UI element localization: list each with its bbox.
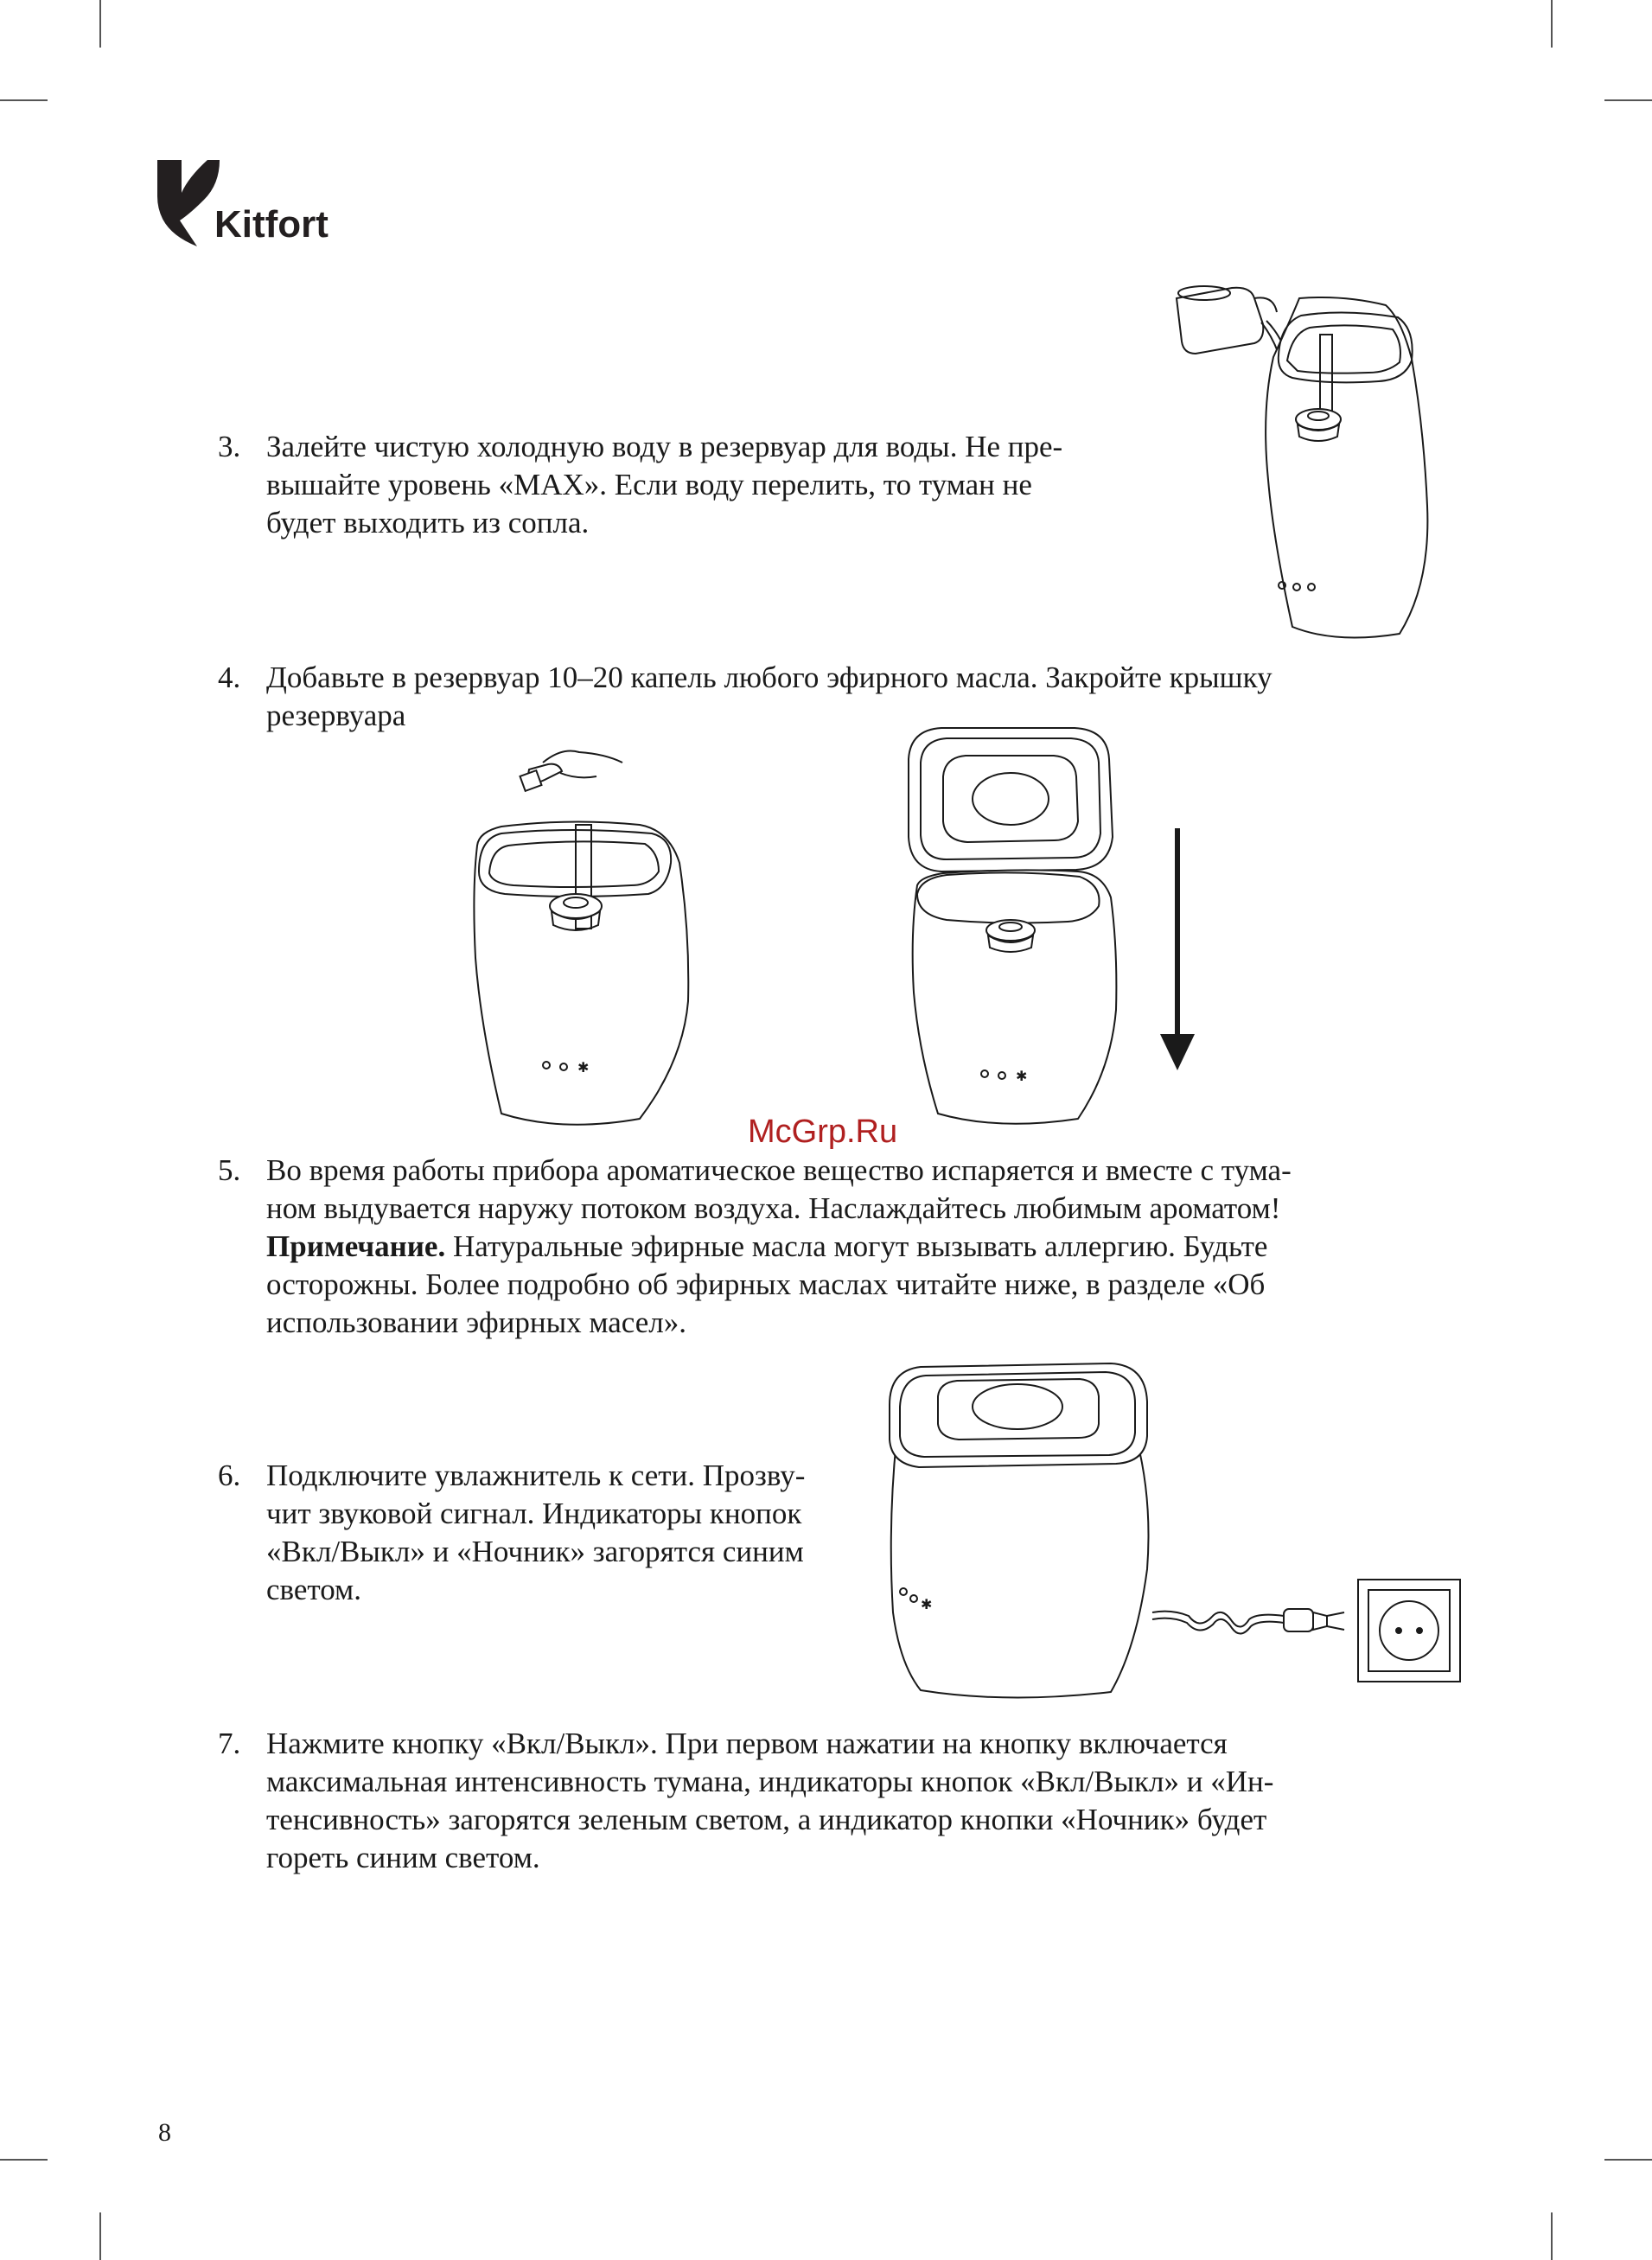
text-line: Во время работы прибора ароматическое вещество испаряется и вместе с тума- [266, 1153, 1292, 1187]
text-line: вышайте уровень «MAX». Если воду перелить, то туман не [266, 468, 1032, 501]
note-text: Натуральные эфирные масла могут вызывать аллергию. Будьте [445, 1229, 1268, 1263]
svg-text:✱: ✱ [1016, 1069, 1028, 1084]
step-text [266, 428, 1062, 542]
step-number: 6. [218, 1459, 241, 1492]
brand-name: Kitfort [214, 203, 328, 246]
step-text [266, 1725, 1273, 1877]
page-number: 8 [158, 2118, 171, 2147]
step-text [266, 659, 1272, 735]
text-line: гореть синим светом. [266, 1841, 540, 1874]
add-oil-illustration [467, 742, 709, 1131]
crop-mark [1604, 2159, 1652, 2161]
text-line: максимальная интенсивность тумана, индикаторы кнопок «Вкл/Выкл» и «Ин- [266, 1765, 1274, 1798]
text-line: резервуара [266, 699, 406, 732]
step-text [266, 1457, 805, 1609]
text-line: Нажмите кнопку «Вкл/Выкл». При первом нажатии на кнопку включается [266, 1727, 1228, 1760]
svg-text:✱: ✱ [577, 1061, 590, 1076]
text-line: тенсивность» загорятся зеленым светом, а индикатор кнопки «Ночник» будет [266, 1803, 1267, 1836]
step-number: 3. [218, 430, 241, 463]
text-line: использовании эфирных масел». [266, 1306, 687, 1339]
step-text [266, 1152, 1292, 1342]
step-number: 5. [218, 1153, 241, 1187]
brand-logo [154, 158, 353, 253]
crop-mark [1604, 99, 1652, 101]
crop-mark [0, 99, 48, 101]
crop-mark [99, 2212, 101, 2260]
watermark: McGrp.Ru [748, 1114, 898, 1150]
step-number: 4. [218, 661, 241, 694]
plug-in-illustration [877, 1353, 1483, 1708]
pour-water-illustration [1171, 264, 1448, 644]
crop-mark [0, 2159, 48, 2161]
note-label: Примечание. [266, 1229, 446, 1263]
svg-text:✱: ✱ [921, 1598, 933, 1612]
kitfort-mark-icon [154, 158, 223, 253]
arrow-down-icon [1160, 828, 1195, 1079]
text-line: Залейте чистую холодную воду в резервуар для воды. Не пре- [266, 430, 1063, 463]
text-line: будет выходить из сопла. [266, 506, 590, 539]
step-number: 7. [218, 1727, 241, 1760]
text-line: Подключите увлажнитель к сети. Прозву- [266, 1459, 806, 1492]
text-line: Добавьте в резервуар 10–20 капель любого эфирного масла. Закройте крышку [266, 661, 1272, 694]
crop-mark [1551, 2212, 1553, 2260]
crop-mark [99, 0, 101, 48]
text-line: чит звуковой сигнал. Индикаторы кнопок [266, 1497, 802, 1530]
close-lid-illustration [895, 725, 1137, 1131]
text-line: ном выдувается наружу потоком воздуха. Наслаждайтесь любимым ароматом! [266, 1191, 1281, 1225]
text-line: «Вкл/Выкл» и «Ночник» загорятся синим [266, 1535, 804, 1568]
text-line: светом. [266, 1573, 361, 1606]
crop-mark [1551, 0, 1553, 48]
note-line [266, 1228, 1292, 1266]
text-line: осторожны. Более подробно об эфирных маслах читайте ниже, в разделе «Об [266, 1267, 1266, 1301]
